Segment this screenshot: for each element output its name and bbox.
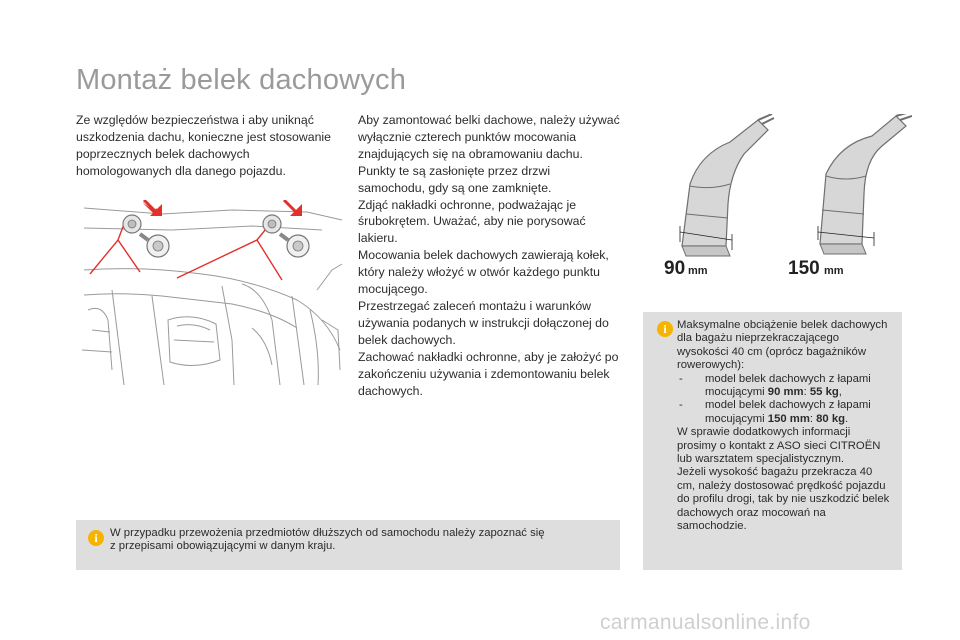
rack-size-90-unit: mm <box>688 265 708 277</box>
list-dash: - <box>679 399 683 412</box>
rack-size-90-value: 90 <box>664 258 686 279</box>
instructions-column <box>358 112 620 399</box>
intro-paragraph: Ze względów bezpieczeństwa i aby uniknąć uszkodzenia dachu, konieczne jest stosowanie poprzecznych belek dachowych homologowanych dla danego pojazdu. <box>76 113 331 178</box>
instruction-paragraph: Przestrzegać zaleceń montażu i warunków używania podanych w instrukcji dołączonej do belek dachowych. <box>358 298 609 347</box>
rack-model-text: model belek dachowych z łapami mocującymi <box>705 372 871 399</box>
instruction-paragraph: Mocowania belek dachowych zawierają kołek, który należy włożyć w otwór każdego punktu mocującego. <box>358 248 609 297</box>
mounting-point-closeup-right <box>263 215 309 257</box>
long-items-line-1: W przypadku przewożenia przedmiotów dłuższych od samochodu należy zapoznać się <box>110 527 545 539</box>
instruction-paragraph: Aby zamontować belki dachowe, należy używać wyłącznie czterech punktów mocowania znajdujących się na obramowaniu dachu. Punkty te są zasłonięte przez drzwi samochodu, gdy są one zamknięte. <box>358 113 620 195</box>
long-items-info-box <box>76 520 620 570</box>
rack-model-size: 90 mm <box>767 386 804 399</box>
info-icon: i <box>657 321 673 337</box>
info-icon: i <box>88 530 104 546</box>
long-items-line-2: z przepisami obowiązującymi w danym kraju. <box>110 540 336 553</box>
rack-model-load: 80 kg <box>816 412 846 425</box>
list-dash: - <box>679 372 683 385</box>
roof-rack-feet-illustration <box>660 114 912 286</box>
arrow-down-right-icon <box>284 200 302 216</box>
contact-text: W sprawie dodatkowych informacji prosimy o kontakt z ASO sieci CITROËN lub warsztatem specjalistycznym. <box>677 426 881 466</box>
instruction-paragraph: Zdjąć nakładki ochronne, podważając je śrubokrętem. Uważać, aby nie porysować lakieru. <box>358 197 586 246</box>
rack-size-150-unit: mm <box>824 265 844 277</box>
rack-model-item: - model belek dachowych z łapami mocującymi 90 mm: 55 kg, <box>679 372 871 399</box>
car-mounting-points-illustration <box>82 200 344 385</box>
rack-size-150-value: 150 <box>788 258 820 279</box>
intro-text-column <box>76 112 338 180</box>
mounting-point-closeup-left <box>123 215 169 257</box>
max-load-heading: Maksymalne obciążenie belek dachowych dla bagażu nieprzekraczającego wysokości 40 cm (oprócz bagażników rowerowych): <box>677 319 888 372</box>
rack-foot-90mm <box>680 114 774 256</box>
instruction-paragraph: Zachować nakładki ochronne, aby je założyć po zakończeniu używania i zdemontowaniu belek dachowych. <box>358 349 619 398</box>
rack-model-item: - model belek dachowych z łapami mocującymi 150 mm: 80 kg. <box>679 399 871 425</box>
watermark: carmanualsonline.info <box>600 611 811 634</box>
rack-model-text: model belek dachowych z łapami mocującymi <box>705 399 871 425</box>
max-load-info-box <box>643 312 902 570</box>
page-title: Montaż belek dachowych <box>76 64 407 96</box>
speed-warning-text: Jeżeli wysokość bagażu przekracza 40 cm, należy dostosować prędkość pojazdu do profilu drogi, tak by nie uszkodzić belek dachowych oraz mocowań na samochodzie. <box>677 466 890 533</box>
rack-foot-150mm <box>818 114 912 254</box>
rack-model-load: 55 kg <box>809 386 839 399</box>
rack-model-size: 150 mm <box>767 412 810 425</box>
